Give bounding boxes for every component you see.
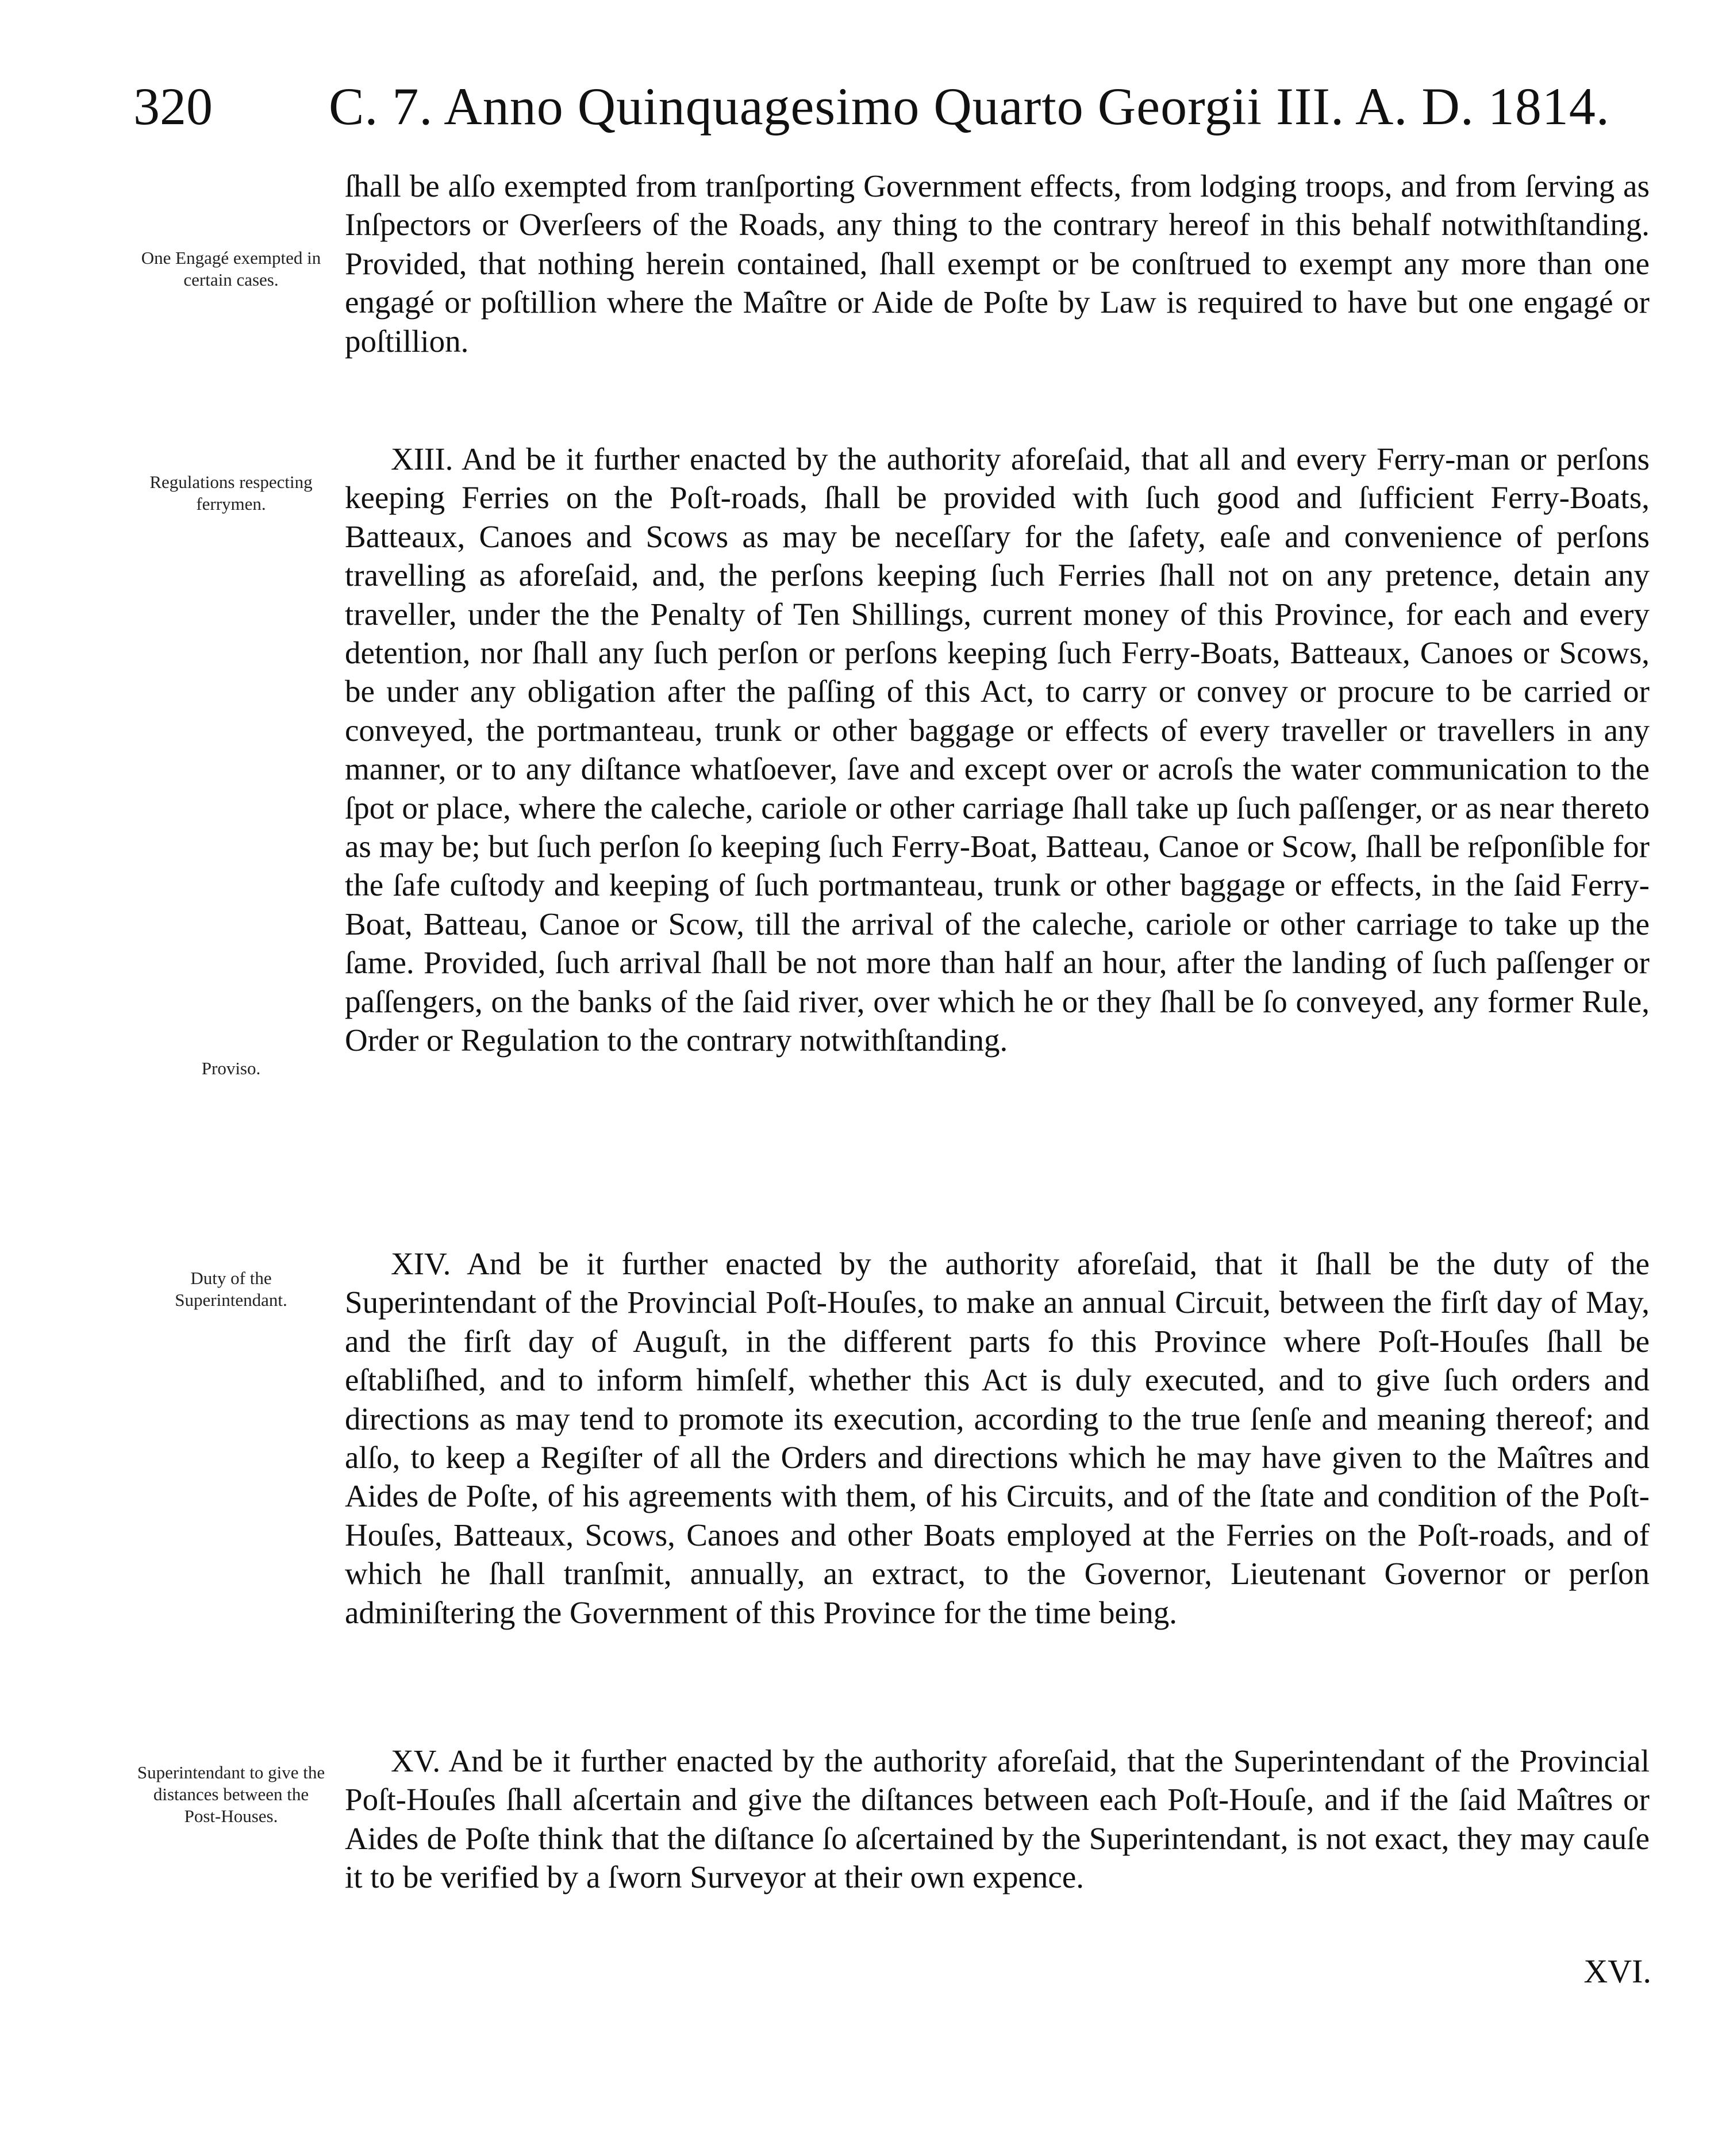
section-xiii — [345, 440, 1650, 1060]
margin-note-engage: One Engagé exempted in certain cases. — [141, 248, 321, 290]
margin-note-distances: Superintendant to give the distances between the Post-Houses. — [137, 1762, 325, 1826]
page-number: 320 — [133, 77, 213, 136]
paragraph-text: XV. And be it further enacted by the authority aforeſaid, that the Superintendant of the Provincial Poſt-Houſes ſhall aſcertain and give the diſtances between each Poſt-Houſe, and if the ſaid Maîtres or Aides de Poſte think that the diſtance ſo aſcertained by the Superintendant, is not exact, they may cauſe it to be verified by a ſworn Surveyor at their own expence. — [345, 1743, 1650, 1895]
running-head — [133, 75, 1651, 138]
running-title: C. 7. Anno Quinquagesimo Quarto Georgii III. A. D. 1814. — [329, 77, 1610, 136]
catchword: XVI. — [1583, 1953, 1651, 1990]
margin-note-superintendant-duty: Duty of the Superintendant. — [175, 1268, 287, 1310]
section-xiv — [345, 1244, 1650, 1632]
paragraph-text: ſhall be alſo exempted from tranſporting Government effects, from lodging troops, and from ſerving as Inſpectors or Overſeers of the Roads, any thing to the contrary hereof in this behalf notwithſtanding. Provided, that nothing herein contained, ſhall exempt or be conſtrued to exempt any more than one engagé or poſtillion where the Maître or Aide de Poſte by Law is required to have but one engagé or poſtillion. — [345, 168, 1650, 359]
section-xv — [345, 1742, 1650, 1897]
margin-note-ferrymen: Regulations respecting ferrymen. — [149, 472, 313, 514]
paragraph-text: XIV. And be it further enacted by the authority aforeſaid, that it ſhall be the duty of the Superintendant of the Provincial Poſt-Houſes, to make an annual Circuit, between the firſt day of May, and the firſt day of Auguſt, in the different parts fo this Province where Poſt-Houſes ſhall be eſtabliſhed, and to inform himſelf, whether this Act is duly executed, and to give ſuch orders and directions as may tend to promote its execution, according to the true ſenſe and meaning thereof; and alſo, to keep a Regiſter of all the Orders and directions which he may have given to the Maîtres and Aides de Poſte, of his agreements with them, of his Circuits, and of the ſtate and condition of the Poſt-Houſes, Batteaux, Scows, Canoes and other Boats employed at the Ferries on the Poſt-roads, and of which he ſhall tranſmit, annually, an extract, to the Governor, Lieutenant Governor or perſon adminiſtering the Government of this Province for the time being. — [345, 1246, 1650, 1630]
paragraph-continuation — [345, 167, 1650, 360]
paragraph-text: XIII. And be it further enacted by the authority aforeſaid, that all and every Ferry-man or perſons keeping Ferries on the Poſt-roads, ſhall be provided with ſuch good and ſufficient Ferry-Boats, Batteaux, Canoes and Scows as may be neceſſary for the ſafety, eaſe and convenience of perſons travelling as aforeſaid, and, the perſons keeping ſuch Ferries ſhall not on any pretence, detain any traveller, under the the Penalty of Ten Shillings, current money of this Province, for each and every detention, nor ſhall any ſuch perſon or perſons keeping ſuch Ferry-Boats, Batteaux, Canoes or Scows, be under any obligation after the paſſing of this Act, to carry or convey or procure to be carried or conveyed, the portmanteau, trunk or other baggage or effects of every traveller or travellers in any manner, or to any diſtance whatſoever, ſave and except over or acroſs the water communication to the ſpot or place, where the caleche, cariole or other carriage ſhall take up ſuch paſſenger, or as near thereto as may be; but ſuch perſon ſo keeping ſuch Ferry-Boat, Batteau, Canoe or Scow, ſhall be reſponſible for the ſafe cuſtody and keeping of ſuch portmanteau, trunk or other baggage or effects, in the ſaid Ferry-Boat, Batteau, Canoe or Scow, till the arrival of the caleche, cariole or other carriage to take up the ſame. Provided, ſuch arrival ſhall be not more than half an hour, after the landing of ſuch paſſenger or paſſengers, on the banks of the ſaid river, over which he or they ſhall be ſo conveyed, any former Rule, Order or Regulation to the contrary notwithſtanding. — [345, 441, 1650, 1058]
margin-note-proviso: Proviso. — [201, 1058, 261, 1078]
